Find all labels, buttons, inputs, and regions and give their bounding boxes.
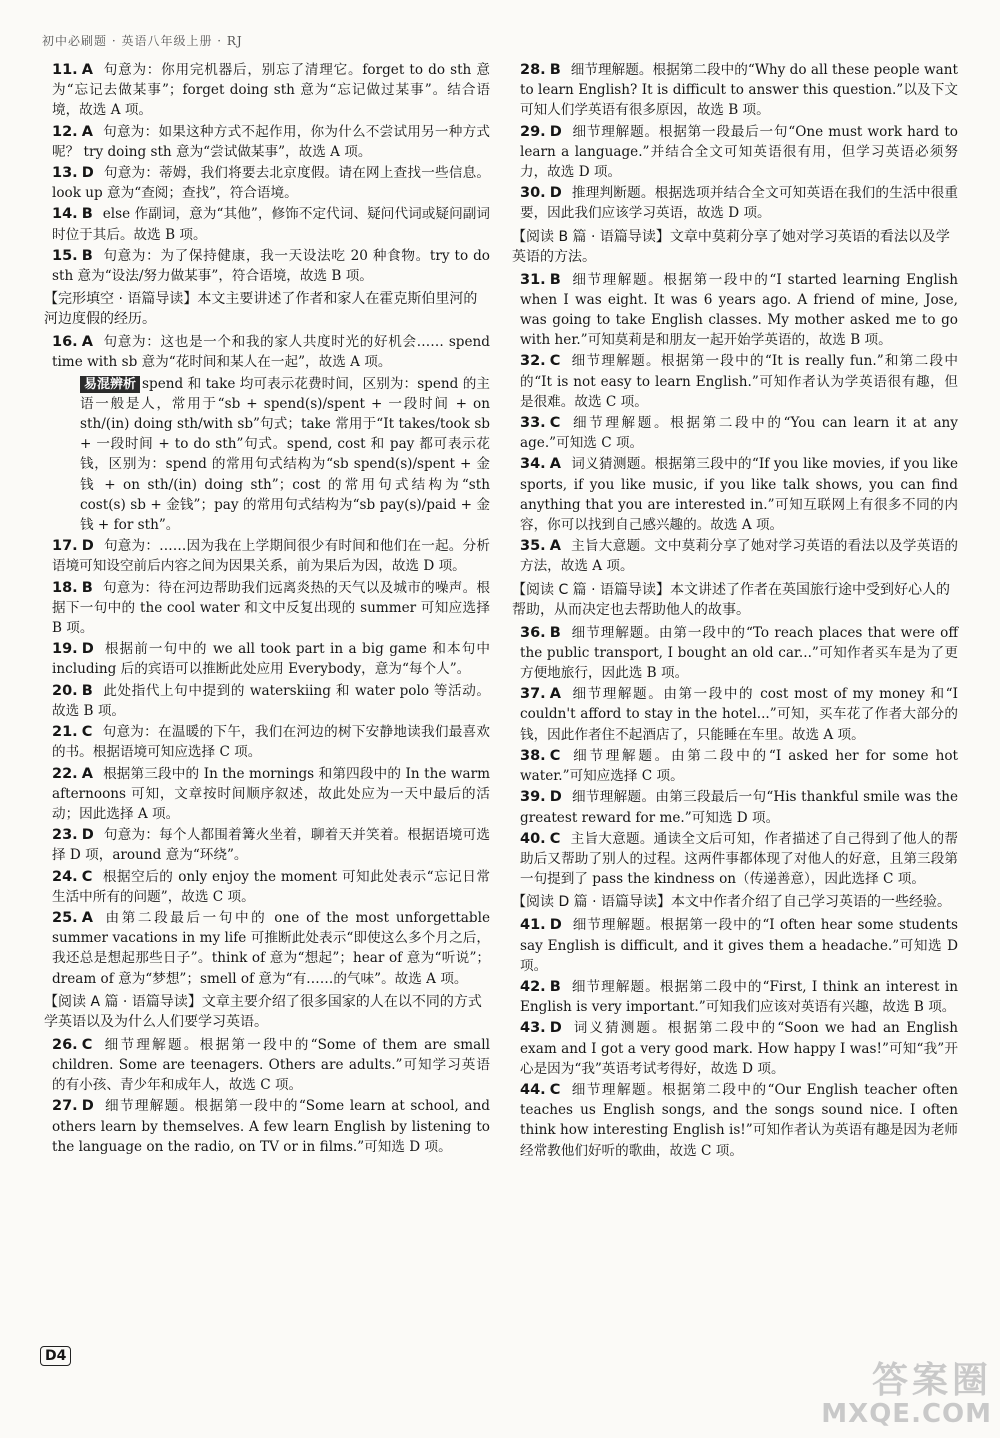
explanation-text: 主旨大意题。文中莫莉分享了她对学习英语的看法以及学英语的方法，故选 A 项。 bbox=[520, 538, 958, 575]
question-number: 25. bbox=[52, 909, 78, 926]
answer-letter: C bbox=[549, 747, 561, 764]
answer-letter: C bbox=[549, 353, 561, 370]
running-header: 初中必刷题 · 英语八年级上册 · RJ bbox=[42, 34, 243, 48]
explanation-text: 细节理解题。根据第二段中的“You can learn it at any age.”可知选 C 项。 bbox=[520, 415, 958, 452]
answer-item bbox=[520, 183, 958, 223]
explanation-text: else 作副词，意为“其他”，修饰不定代词、疑问代词或疑问副词时位于其后。故选 B 项。 bbox=[52, 206, 490, 243]
question-number: 40. bbox=[520, 830, 546, 847]
question-number: 26. bbox=[52, 1036, 78, 1053]
explanation-text: 细节理解题。根据第一段中的“I started learning English when I was eight. It was 6 years ago. A friend of mine, Jose, was going to take English classes. My mother asked me to go with her.”可知莫莉是和朋友一起开始学英语的，故选 B 项。 bbox=[520, 271, 958, 349]
question-number: 16. bbox=[52, 334, 78, 351]
answer-letter: B bbox=[549, 271, 561, 288]
explanation-text: 细节理解题。由第一段中的“To reach places that were off the public transport, I bought an old car...”可知作者买车是为了更方便地旅行，因此选 B 项。 bbox=[520, 624, 958, 682]
answer-item bbox=[520, 684, 958, 745]
answer-item bbox=[52, 722, 490, 762]
question-number: 43. bbox=[520, 1020, 546, 1037]
answer-item bbox=[520, 1080, 958, 1161]
section-heading: 【阅读 B 篇 · 语篇导读】文章中莫莉分享了她对学习英语的看法以及学英语的方法。 bbox=[512, 228, 950, 265]
answer-letter: A bbox=[81, 123, 93, 140]
section-heading: 【阅读 A 篇 · 语篇导读】文章主要介绍了很多国家的人在以不同的方式学英语以及为什么人们要学习英语。 bbox=[44, 993, 482, 1030]
question-number: 37. bbox=[520, 686, 546, 703]
answer-item bbox=[52, 60, 490, 121]
answer-letter: D bbox=[549, 123, 562, 140]
explanation-text: 句意为：每个人都围着篝火坐着，聊着天并笑着。根据语境可选择 D 项，around 意为“环绕”。 bbox=[52, 827, 490, 864]
answer-item bbox=[52, 764, 490, 825]
question-number: 17. bbox=[52, 538, 78, 555]
note-tag: 易混辨析 bbox=[80, 376, 140, 393]
answer-item bbox=[52, 578, 490, 639]
answer-item bbox=[52, 246, 490, 286]
answer-item bbox=[520, 60, 958, 121]
question-number: 24. bbox=[52, 868, 78, 885]
explanation-text: 句意为：……因为我在上学期间很少有时间和他们在一起。分析语境可知设空前后内容之间为因果关系，前为果后为因，故选 D 项。 bbox=[52, 538, 490, 575]
explanation-text: 根据空后的 only enjoy the moment 可知此处表示“忘记日常生活中所有的问题”，故选 C 项。 bbox=[52, 868, 490, 905]
explanation-text: 词义猜测题。根据第三段中的“If you like movies, if you like sports, if you like music, if you like talk shows, you can find anything that you are interested in.”可知互联网上有很多不同的内容，你可以找到自己感兴趣的。故选 A 项。 bbox=[520, 456, 958, 534]
question-number: 20. bbox=[52, 682, 78, 699]
question-number: 18. bbox=[52, 579, 78, 596]
answer-item bbox=[520, 270, 958, 351]
answer-letter: D bbox=[549, 185, 562, 202]
watermark bbox=[821, 1362, 992, 1428]
answer-item bbox=[52, 536, 490, 576]
explanation-text: 根据第三段中的 In the mornings 和第四段中的 In the warm afternoons 可知，文章按时间顺序叙述，故此处应为一天中最后的活动；因此选择 A 项。 bbox=[52, 765, 490, 822]
left-column bbox=[44, 60, 490, 1158]
answer-item bbox=[520, 915, 958, 976]
answer-letter: B bbox=[81, 247, 93, 264]
confusion-note bbox=[80, 374, 490, 536]
answer-letter: C bbox=[81, 1036, 93, 1053]
answer-letter: A bbox=[81, 62, 93, 78]
answer-item bbox=[520, 977, 958, 1017]
explanation-text: 根据前一句中的 we all took part in a big game 和本句中 including 后的宾语可以推断此处应用 Everybody，意为“每个人”。 bbox=[52, 641, 490, 678]
explanation-text: 句意为：在温暖的下午，我们在河边的树下安静地读我们最喜欢的书。根据语境可知应选择 C 项。 bbox=[52, 724, 490, 761]
answer-letter: A bbox=[81, 909, 93, 926]
answer-letter: D bbox=[549, 917, 562, 934]
answer-item bbox=[520, 454, 958, 535]
question-number: 11. bbox=[52, 62, 78, 78]
explanation-text: 细节理解题。根据第一段最后一句“One must work hard to learn a language.”并结合全文可知英语很有用，但学习英语必须努力，故选 D 项。 bbox=[520, 123, 958, 181]
answer-item bbox=[52, 681, 490, 721]
explanation-text: 主旨大意题。通读全文后可知，作者描述了自己得到了他人的帮助后又帮助了别人的过程。这两件事都体现了对他人的好意，且第三段第一句提到了 pass the kindness on（传递善意），因此选择 C 项。 bbox=[520, 830, 958, 888]
question-number: 29. bbox=[520, 123, 546, 140]
explanation-text: 句意为：蒂姆，我们将要去北京度假。请在网上查找一些信息。look up 意为“查阅；查找”，符合语境。 bbox=[52, 165, 490, 202]
answer-letter: D bbox=[81, 641, 94, 658]
explanation-text: 细节理解题。根据第二段中的“First, I think an interest in English is very important.”可知我们应该对英语有兴趣，故选 B 项。 bbox=[520, 978, 958, 1016]
answer-letter: A bbox=[549, 686, 561, 703]
answer-letter: B bbox=[81, 579, 93, 596]
explanation-text: 细节理解题。根据第一段中的“I often hear some students say English is difficult, and it gives them a headache.”可知选 D 项。 bbox=[520, 917, 958, 974]
answer-letter: C bbox=[549, 830, 561, 847]
explanation-text: 细节理解题。由第二段中的“I asked her for some hot water.”可知应选择 C 项。 bbox=[520, 747, 958, 785]
answer-item bbox=[52, 1035, 490, 1096]
answer-item bbox=[52, 908, 490, 989]
question-number: 22. bbox=[52, 765, 78, 782]
question-number: 34. bbox=[520, 456, 546, 473]
answer-letter: A bbox=[81, 765, 93, 782]
question-number: 15. bbox=[52, 247, 78, 264]
answer-item bbox=[52, 867, 490, 907]
explanation-text: 句意为：你用完机器后，别忘了清理它。forget to do sth 意为“忘记去做某事”；forget doing sth 意为“忘记做过某事”。结合语境，故选 A 项。 bbox=[52, 62, 490, 119]
answer-item bbox=[52, 163, 490, 203]
explanation-text: 细节理解题。根据第一段中的“Some learn at school, and others learn by themselves. A few learn English by listening to the language on the radio, on TV or in films.”可知选 D 项。 bbox=[52, 1098, 490, 1155]
question-number: 30. bbox=[520, 185, 546, 202]
answer-item bbox=[52, 332, 490, 372]
explanation-text: 句意为：待在河边帮助我们远离炎热的天气以及城市的噪声。根据下一句中的 the cool water 和文中反复出现的 summer 可知应选择 B 项。 bbox=[52, 579, 490, 637]
question-number: 39. bbox=[520, 789, 546, 806]
answer-letter: B bbox=[81, 206, 93, 223]
watermark-logo: 答案圈 bbox=[871, 1360, 992, 1401]
explanation-text: 由第二段最后一句中的 one of the most unforgettable summer vacations in my life 可推断此处表示“即使这么多个月之后，我还总是想起那些日子”。think of 意为“想起”；hear of 意为“听说”；dream of 意为“梦想”；smell of 意为“有……的气味”。故选 A 项。 bbox=[52, 909, 490, 987]
answer-letter: C bbox=[81, 868, 93, 885]
explanation-text: 句意为：如果这种方式不起作用，你为什么不尝试用另一种方式呢？ try doing sth 意为“尝试做某事”，故选 A 项。 bbox=[52, 123, 490, 160]
question-number: 27. bbox=[52, 1098, 78, 1115]
answer-letter: C bbox=[81, 724, 93, 741]
question-number: 19. bbox=[52, 641, 78, 658]
question-number: 42. bbox=[520, 978, 546, 995]
explanation-text: 句意为：为了保持健康，我一天设法吃 20 种食物。try to do sth 意为“设法/努力做某事”，符合语境，故选 B 项。 bbox=[52, 247, 490, 285]
question-number: 31. bbox=[520, 271, 546, 288]
explanation-text: 推理判断题。根据选项并结合全文可知英语在我们的生活中很重要，因此我们应该学习英语，故选 D 项。 bbox=[520, 185, 958, 222]
answer-item bbox=[52, 825, 490, 865]
answer-item bbox=[52, 639, 490, 679]
answer-letter: D bbox=[81, 1098, 94, 1115]
question-number: 21. bbox=[52, 724, 78, 741]
answer-item bbox=[520, 122, 958, 183]
answer-item bbox=[520, 623, 958, 684]
answer-letter: D bbox=[549, 789, 562, 806]
question-number: 33. bbox=[520, 415, 546, 432]
watermark-url: MXQE.COM bbox=[821, 1399, 992, 1429]
question-number: 13. bbox=[52, 165, 78, 182]
explanation-text: 此处指代上句中提到的 waterskiing 和 water polo 等活动。故选 B 项。 bbox=[52, 682, 490, 719]
answer-letter: B bbox=[81, 682, 93, 699]
explanation-text: 句意为：这也是一个和我的家人共度时光的好机会…… spend time with sb 意为“花时间和某人在一起”，故选 A 项。 bbox=[52, 334, 490, 371]
note-text: spend 和 take 均可表示花费时间，区别为：spend 的主语一般是人，常用于“sb + spend(s)/spent + 一段时间 + on sth/(in) doing sth/with sb”句式；take 常用于“It takes/took sb + 一段时间 + to do sth”句式。spend, cost 和 pay 都可表示花钱，区别为：spend 的常用句式结构为“sb spend(s)/spent + 金钱 + on sth/(in) doing sth”；cost 的常用句式结构为“sth cost(s) sb + 金钱”；pay 的常用句式结构为“sb pay(s)/paid + 金钱 + for sth”。 bbox=[80, 375, 490, 534]
answer-letter: B bbox=[549, 624, 561, 641]
answer-item bbox=[52, 1096, 490, 1157]
answer-letter: C bbox=[549, 1081, 561, 1098]
answer-item bbox=[520, 829, 958, 890]
section-heading: 【完形填空 · 语篇导读】本文主要讲述了作者和家人在霍克斯伯里河的河边度假的经历。 bbox=[44, 291, 478, 328]
answer-letter: D bbox=[549, 1020, 562, 1037]
question-number: 41. bbox=[520, 917, 546, 934]
answer-item bbox=[52, 204, 490, 244]
question-number: 23. bbox=[52, 827, 78, 844]
answer-item bbox=[520, 536, 958, 576]
answer-letter: B bbox=[549, 62, 561, 78]
answer-item bbox=[520, 787, 958, 827]
explanation-text: 细节理解题。根据第一段中的“It is really fun.”和第二段中的“It is not easy to learn English.”可知作者认为学英语很有趣，但是很难。故选 C 项。 bbox=[520, 353, 958, 410]
section-heading: 【阅读 C 篇 · 语篇导读】本文讲述了作者在英国旅行途中受到好心人的帮助，从而决定也去帮助他人的故事。 bbox=[512, 581, 951, 618]
answer-letter: A bbox=[549, 538, 561, 555]
question-number: 28. bbox=[520, 62, 546, 78]
answer-letter: D bbox=[81, 827, 94, 844]
answer-item bbox=[520, 746, 958, 786]
explanation-text: 细节理解题。由第三段最后一句“His thankful smile was the greatest reward for me.”可知选 D 项。 bbox=[520, 789, 958, 826]
answer-letter: D bbox=[81, 165, 94, 182]
answer-letter: C bbox=[549, 415, 561, 432]
explanation-text: 细节理解题。根据第二段中的“Why do all these people want to learn English? It is difficult to answer this question.”以及下文可知人们学英语有很多原因，故选 B 项。 bbox=[520, 62, 958, 119]
answer-letter: B bbox=[549, 978, 561, 995]
question-number: 32. bbox=[520, 353, 546, 370]
question-number: 12. bbox=[52, 123, 78, 140]
question-number: 36. bbox=[520, 624, 546, 641]
question-number: 44. bbox=[520, 1081, 546, 1098]
answer-item bbox=[520, 1018, 958, 1079]
question-number: 14. bbox=[52, 206, 78, 223]
answer-letter: D bbox=[81, 538, 94, 555]
answer-item bbox=[520, 413, 958, 453]
answer-letter: A bbox=[81, 334, 93, 351]
explanation-text: 细节理解题。根据第二段中的“Our English teacher often teaches us English songs, and the songs sound nice. I often think how interesting English is!”可知作者认为英语有趣是因为老师经常教他们好听的歌曲，故选 C 项。 bbox=[520, 1081, 958, 1159]
answer-item bbox=[52, 122, 490, 162]
page-number: D4 bbox=[40, 1346, 71, 1366]
explanation-text: 细节理解题。由第一段中的 cost most of my money 和“I couldn't afford to stay in the hotel...”可知，买车花了作者大部分的钱，因此作者住不起酒店了，只能睡在车里。故选 A 项。 bbox=[520, 686, 958, 743]
question-number: 35. bbox=[520, 538, 546, 555]
answer-letter: A bbox=[549, 456, 561, 473]
question-number: 38. bbox=[520, 747, 546, 764]
right-column bbox=[512, 60, 958, 1162]
section-heading: 【阅读 D 篇 · 语篇导读】本文中作者介绍了自己学习英语的一些经验。 bbox=[512, 894, 952, 911]
explanation-text: 细节理解题。根据第一段中的“Some of them are small children. Some are teenagers. Others are adults.”可知学习英语的有小孩、青少年和成年人，故选 C 项。 bbox=[52, 1036, 490, 1094]
answer-item bbox=[520, 351, 958, 412]
explanation-text: 词义猜测题。根据第二段中的“Soon we had an English exam and I got a very good mark. How happy I was!”可知“我”开心是因为“我”英语考试考得好，故选 D 项。 bbox=[520, 1020, 958, 1077]
